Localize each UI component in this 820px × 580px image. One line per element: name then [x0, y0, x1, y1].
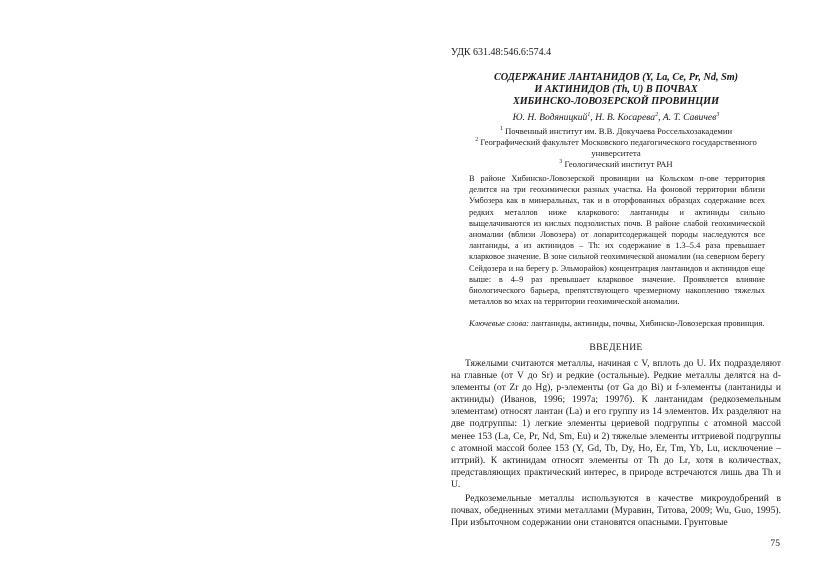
page-number: 75: [770, 538, 780, 549]
paragraph-2: Редкоземельные металлы используются в качестве микроудобрений в почвах, обедненных этими металлами (Муравин, Титова, 2009; Wu, Guo, 1995). При избыточном содержании они становятся опасными. Грунтовые: [451, 493, 781, 529]
title-line-3: ХИБИНСКО-ЛОВОЗЕРСКОЙ ПРОВИНЦИИ: [512, 96, 720, 107]
title-line-2: И АКТИНИДОВ (Th, U) В ПОЧВАХ: [534, 84, 698, 95]
affiliation-2: [451, 137, 781, 159]
affiliation-1-sup: 1: [499, 126, 503, 133]
keywords-text: лантаниды, актиниды, почвы, Хибинско-Ловозерская провинция.: [529, 319, 765, 328]
author-1-sup: 1: [587, 111, 591, 118]
keywords-label: Ключевые слова:: [469, 319, 530, 328]
section-heading: ВВЕДЕНИЕ: [589, 342, 643, 353]
udk-code: УДК 631.48:546.6:574.4: [451, 47, 552, 58]
author-1: Ю. Н. Водяницкий: [512, 112, 588, 123]
author-3: А. Т. Савичев: [662, 112, 717, 123]
affiliations: [451, 126, 781, 170]
authors: [451, 112, 781, 123]
affiliation-1-text: Почвенный институт им. В.В. Докучаева Россельхозакадемии: [502, 126, 733, 136]
title-line-1: СОДЕРЖАНИЕ ЛАНТАНИДОВ (Y, La, Ce, Pr, Nd, Sm): [493, 72, 739, 83]
affiliation-1: [451, 126, 781, 137]
author-separator: ,: [590, 112, 596, 123]
affiliation-3-text: Геологический институт РАН: [562, 159, 673, 169]
author-2-sup: 2: [655, 111, 659, 118]
affiliation-3-sup: 3: [559, 159, 563, 166]
article-title: [451, 72, 781, 108]
keywords: [469, 318, 765, 329]
affiliation-3: [451, 159, 781, 170]
paragraph-1: Тяжелыми считаются металлы, начиная с V, вплоть до U. Их подразделяют на главные (от V до Sr) и редкие (остальные). Редкие металлы делятся на d-элементы (от Zr до Hg), p-элементы (от Ga до Bi) и f-элементы (лантаниды и актиниды) (Иванов, 1996; 1997а; 1997б). К лантанидам (редкоземельным элементам) относят лантан (La) и его группу из 14 элементов. Их разделяют на две подгруппы: 1) легкие элементы цериевой подгруппы с атомной массой менее 153 (La, Ce, Pr, Nd, Sm, Eu) и 2) тяжелые элементы иттриевой подгруппы с атомной массой более 153 (Y, Gd, Tb, Dy, Ho, Er, Tm, Yb, Lu, исключение – иттрий). К актинидам относят элементы от Th до Lr, хотя в количествах, представляющих практический интерес, в природе встречаются лишь два Th и U.: [451, 358, 781, 490]
abstract: В районе Хибинско-Ловозерской провинции на Кольском п-ове территория делится на три геохимически разных участка. На фоновой территории вблизи Умбозера как в минеральных, так и в оторфованных образцах содержание всех редких металлов ниже кларкового: лантаниды и актиниды сильно выщелачиваются из кислых подзолистых почв. В районе слабой геохимической аномалии (вблизи Ловозера) от лопаритсодержащей породы наследуются все лантаниды, а из актинидов – Th: их содержание в 1.3–5.4 раза превышает кларковое значение. В зоне сильной геохимической аномалии (на северном берегу Сейдозера и на берегу р. Эльморайок) концентрация лантанидов и актинидов еще выше: в 4–9 раз превышает кларковое значение. Проявляется влияние биологического барьера, препятствующего чрезмерному накоплению тяжелых металлов во мхах на территории геохимической аномалии.: [469, 174, 765, 307]
author-2: Н. В. Косарева: [595, 112, 656, 123]
author-3-sup: 3: [716, 111, 720, 118]
author-separator: ,: [658, 112, 663, 123]
affiliation-2-text: Географический факультет Московского педагогического государственного университета: [478, 137, 757, 158]
body-text: [451, 358, 781, 531]
affiliation-2-sup: 2: [475, 137, 479, 144]
